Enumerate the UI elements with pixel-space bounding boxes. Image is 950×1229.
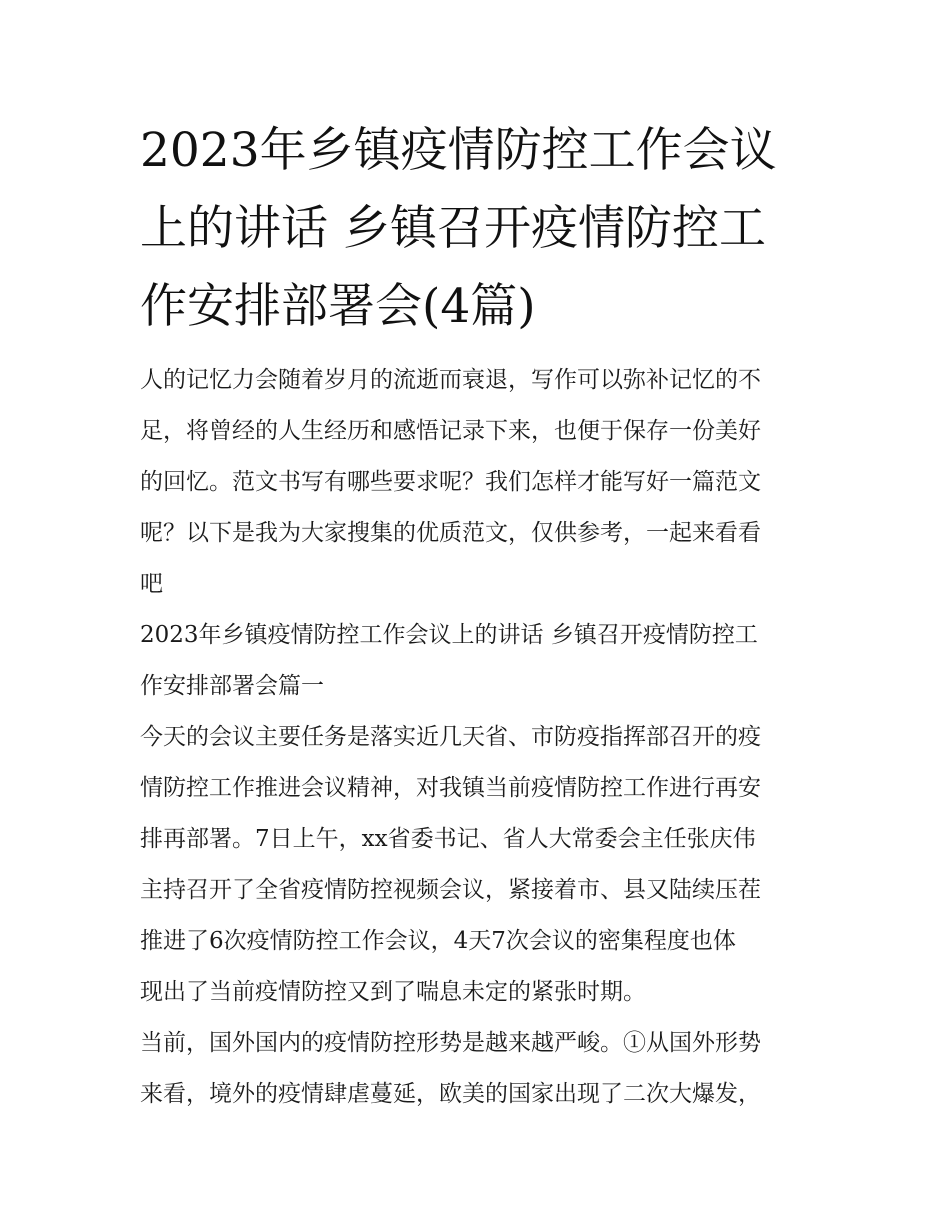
intro-paragraph <box>140 355 830 610</box>
section-heading <box>140 610 830 712</box>
title-line: 2023年乡镇疫情防控工作会议 <box>140 123 777 178</box>
heading-line: 2023年乡镇疫情防控工作会议上的讲话 乡镇召开疫情防控工 <box>140 622 758 648</box>
text-line: 情防控工作推进会议精神，对我镇当前疫情防控工作进行再安 <box>140 775 761 801</box>
text-line: 推进了6次疫情防控工作会议，4天7次会议的密集程度也体 <box>140 928 736 954</box>
document-title <box>140 112 820 346</box>
text-line: 当前，国外国内的疫情防控形势是越来越严峻。①从国外形势 <box>140 1030 761 1056</box>
paragraph-1 <box>140 712 830 1018</box>
text-line: 排再部署。7日上午，xx省委书记、省人大常委会主任张庆伟 <box>140 826 756 852</box>
text-line: 呢？以下是我为大家搜集的优质范文，仅供参考，一起来看看 <box>140 520 761 546</box>
title-line: 作安排部署会(4篇) <box>140 279 536 334</box>
text-line: 足，将曾经的人生经历和感悟记录下来，也便于保存一份美好 <box>140 418 761 444</box>
text-line: 的回忆。范文书写有哪些要求呢？我们怎样才能写好一篇范文 <box>140 469 761 495</box>
text-line: 人的记忆力会随着岁月的流逝而衰退，写作可以弥补记忆的不 <box>140 367 761 393</box>
paragraph-2 <box>140 1018 830 1120</box>
text-line: 来看，境外的疫情肆虐蔓延，欧美的国家出现了二次大爆发， <box>140 1081 761 1107</box>
heading-line: 作安排部署会篇一 <box>140 673 324 699</box>
document-body <box>140 355 830 1120</box>
text-line: 现出了当前疫情防控又到了喘息未定的紧张时期。 <box>140 979 646 1005</box>
text-line: 主持召开了全省疫情防控视频会议，紧接着市、县又陆续压茬 <box>140 877 761 903</box>
text-line: 今天的会议主要任务是落实近几天省、市防疫指挥部召开的疫 <box>140 724 761 750</box>
text-line: 吧 <box>140 571 163 597</box>
title-line: 上的讲话 乡镇召开疫情防控工 <box>140 201 766 256</box>
